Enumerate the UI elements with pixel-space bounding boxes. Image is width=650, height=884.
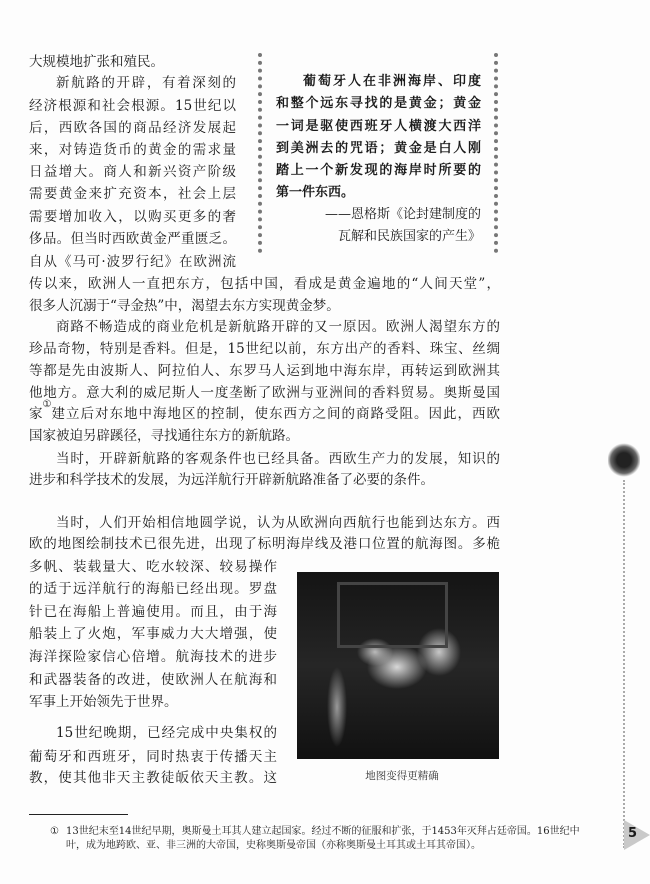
text-line: 针已在海船上普遍使用。而且，由于海 (29, 604, 277, 619)
quote-line: 一词是驱使西班牙人横渡大西洋 (276, 119, 481, 134)
text-line: 他地方。意大利的威尼斯人一度垄断了欧洲与亚洲间的香料贸易。奥斯曼国 (29, 385, 500, 401)
text-line: 国家被迫另辟蹊径，寻找通往东方的新航路。 (29, 428, 299, 444)
quote-line: 到美洲去的咒语；黄金是白人刚 (276, 141, 481, 156)
text-line: 当时，开辟新航路的客观条件也已经具备。西欧生产力的发展，知识的 (56, 451, 500, 467)
text-line: 船装上了火炮，军事威力大大增强，使 (29, 626, 277, 641)
ornament-icon (608, 442, 640, 478)
quote-line: 第一件东西。 (276, 185, 355, 200)
text-line: 后，西欧各国的商品经济发展起 (29, 120, 236, 136)
text-line: 大规模地扩张和殖民。 (29, 54, 164, 70)
text-line: 进步和科学技术的发展，为远洋航行开辟新航路准备了必要的条件。 (29, 472, 434, 488)
footnote-line: 13世纪末至14世纪早期，奥斯曼土耳其人建立起国家。经过不断的征服和扩张，于1453年灭拜占廷帝国。16世纪中 (66, 826, 580, 837)
text-line: 葡萄牙和西班牙，同时热衷于传播天主 (29, 749, 277, 765)
footnote-reference[interactable]: ① (42, 399, 52, 410)
text-line (29, 399, 500, 423)
figure-caption: 地图变得更精确 (365, 770, 439, 782)
footnote-marker: ① (50, 826, 59, 837)
quote-line: 葡萄牙人在非洲海岸、印度 (303, 74, 481, 89)
quote-line: 踏上一个新发现的海岸时所要的 (276, 163, 481, 178)
text-fragment: 家 (29, 406, 43, 422)
text-line: 军事上开始领先于世界。 (29, 694, 178, 709)
text-line: 教，使其他非天主教徒皈依天主教。这 (29, 770, 277, 786)
text-line: 侈品。但当时西欧黄金严重匮乏。 (29, 231, 236, 247)
footnote-divider (29, 814, 128, 815)
text-line: 需要黄金来扩充资本，社会上层 (29, 186, 236, 202)
text-line: 和武器装备的改进，使欧洲人在航海和 (29, 672, 277, 687)
map-making-painting (297, 572, 499, 759)
text-line: 经济根源和社会根源。15世纪以 (29, 98, 236, 114)
text-line: 欧的地图绘制技术已很先进，出现了标明海岸线及港口位置的航海图。多桅 (29, 536, 500, 551)
text-line: 等都是先由波斯人、阿拉伯人、东罗马人运到地中海东岸，再转运到欧洲其 (29, 363, 500, 379)
text-line: 新航路的开辟，有着深刻的 (56, 75, 236, 91)
footnote-line: 叶，成为地跨欧、亚、非三洲的大帝国，史称奥斯曼帝国（亦称奥斯曼土耳其或土耳其帝国）。 (66, 840, 481, 851)
quote-line: 和整个远东寻找的是黄金；黄金 (276, 96, 481, 111)
text-line: 来，对铸造货币的黄金的需求量 (29, 142, 236, 158)
text-line: 很多人沉溺于“寻金热”中，渴望去东方实现黄金梦。 (29, 298, 340, 314)
text-line: 商路不畅造成的商业危机是新航路开辟的又一原因。欧洲人渴望东方的 (56, 319, 500, 335)
text-line: 需要增加收入，以购买更多的奢 (29, 209, 236, 225)
text-line: 的适于远洋航行的海船已经出现。罗盘 (29, 581, 277, 596)
page-number: 5 (628, 826, 638, 841)
text-line: 传以来，欧洲人一直把东方，包括中国，看成是黄金遍地的“人间天堂”， (29, 276, 500, 292)
text-line: 自从《马可·波罗行纪》在欧洲流 (29, 254, 236, 270)
text-line: 日益增大。商人和新兴资产阶级 (29, 164, 236, 180)
quote-citation: ——恩格斯《论封建制度的 (324, 207, 481, 222)
text-line: 海洋探险家信心倍增。航海技术的进步 (29, 649, 277, 664)
page-edge-divider (623, 480, 625, 848)
text-line: 多帆、装载量大、吃水较深、较易操作 (29, 559, 277, 574)
text-line: 珍品奇物，特别是香料。但是，15世纪以前，东方出产的香料、珠宝、丝绸 (29, 341, 500, 357)
quote-citation: 瓦解和民族国家的产生》 (337, 229, 481, 244)
text-fragment: 建立后对东地中海地区的控制，使东西方之间的商路受阻。因此，西欧 (51, 406, 500, 422)
text-line: 15世纪晚期，已经完成中央集权的 (56, 725, 277, 741)
text-line: 当时，人们开始相信地圆学说，认为从欧洲向西航行也能到达东方。西 (56, 515, 500, 530)
